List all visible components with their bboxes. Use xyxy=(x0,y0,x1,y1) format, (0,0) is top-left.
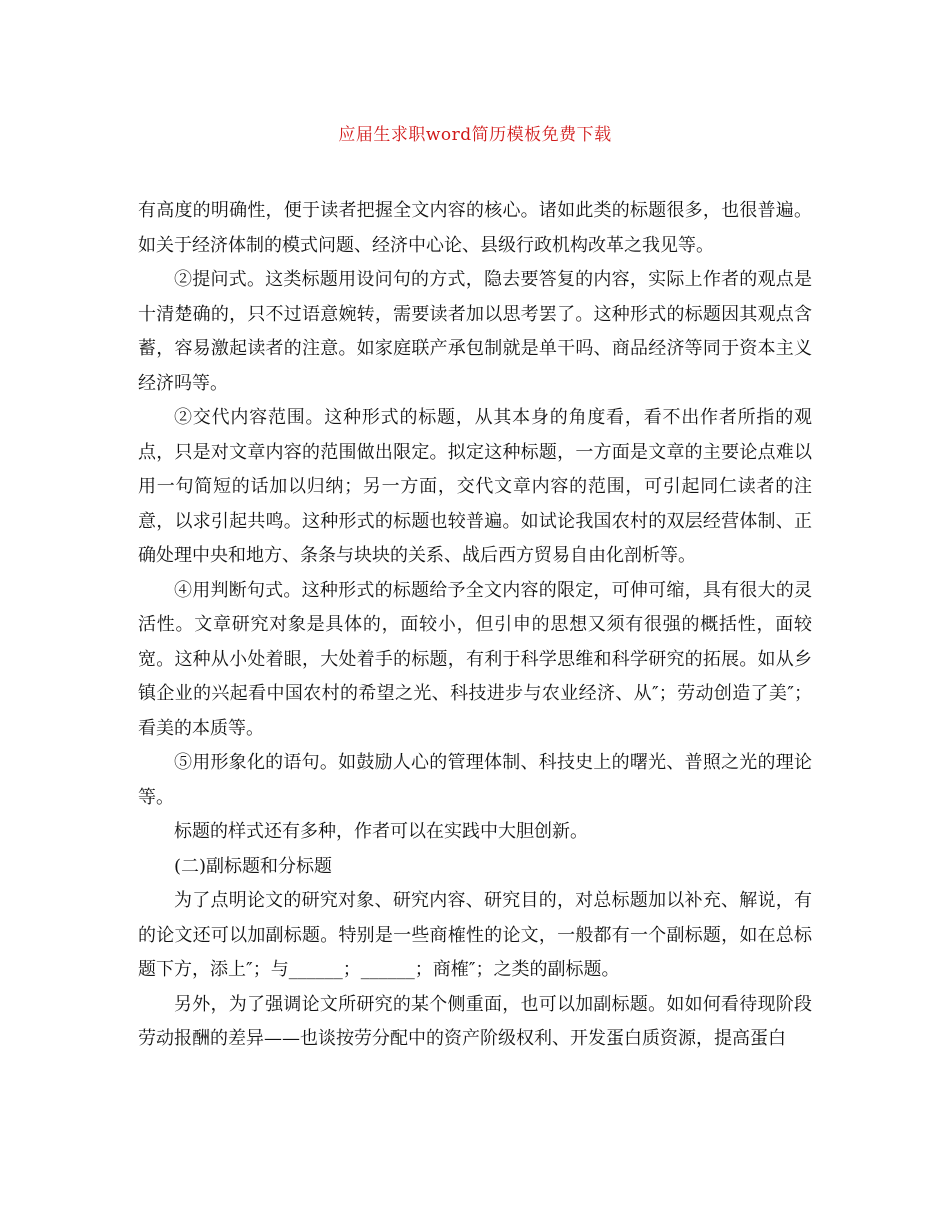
paragraph: 为了点明论文的研究对象、研究内容、研究目的，对总标题加以补充、解说，有的论文还可以加副标题。特别是一些商榷性的论文，一般都有一个副标题，如在总标题下方，添上″；与______；______；商榷″；之类的副标题。 xyxy=(138,890,812,980)
section-heading: (二)副标题和分标题 xyxy=(174,855,333,877)
paragraph: ②提问式。这类标题用设问句的方式，隐去要答复的内容，实际上作者的观点是十清楚确的，只不过语意婉转，需要读者加以思考罢了。这种形式的标题因其观点含蓄，容易激起读者的注意。如家庭联产承包制就是单干吗、商品经济等同于资本主义经济吗等。 xyxy=(138,269,812,394)
paragraph: ⑤用形象化的语句。如鼓励人心的管理体制、科技史上的曙光、普照之光的理论等。 xyxy=(138,752,812,808)
paragraph: 另外，为了强调论文所研究的某个侧重面，也可以加副标题。如如何看待现阶段劳动报酬的差异——也谈按劳分配中的资产阶级权利、开发蛋白质资源，提高蛋白 xyxy=(138,993,812,1049)
document-title: 应届生求职word简历模板免费下载 xyxy=(338,125,612,145)
paragraph: ②交代内容范围。这种形式的标题，从其本身的角度看，看不出作者所指的观点，只是对文章内容的范围做出限定。拟定这种标题，一方面是文章的主要论点难以用一句简短的话加以归纳；另一方面，交代文章内容的范围，可引起同仁读者的注意，以求引起共鸣。这种形式的标题也较普遍。如试论我国农村的双层经营体制、正确处理中央和地方、条条与块块的关系、战后西方贸易自由化剖析等。 xyxy=(138,407,812,566)
paragraph: 有高度的明确性，便于读者把握全文内容的核心。诸如此类的标题很多，也很普遍。如关于经济体制的模式问题、经济中心论、县级行政机构改革之我见等。 xyxy=(138,200,812,256)
document-body xyxy=(138,194,812,1057)
paragraph: 标题的样式还有多种，作者可以在实践中大胆创新。 xyxy=(174,821,588,842)
paragraph: ④用判断句式。这种形式的标题给予全文内容的限定，可伸可缩，具有很大的灵活性。文章研究对象是具体的，面较小，但引申的思想又须有很强的概括性，面较宽。这种从小处着眼，大处着手的标题，有利于科学思维和科学研究的拓展。如从乡镇企业的兴起看中国农村的希望之光、科技进步与农业经济、从″；劳动创造了美″；看美的本质等。 xyxy=(138,579,812,739)
